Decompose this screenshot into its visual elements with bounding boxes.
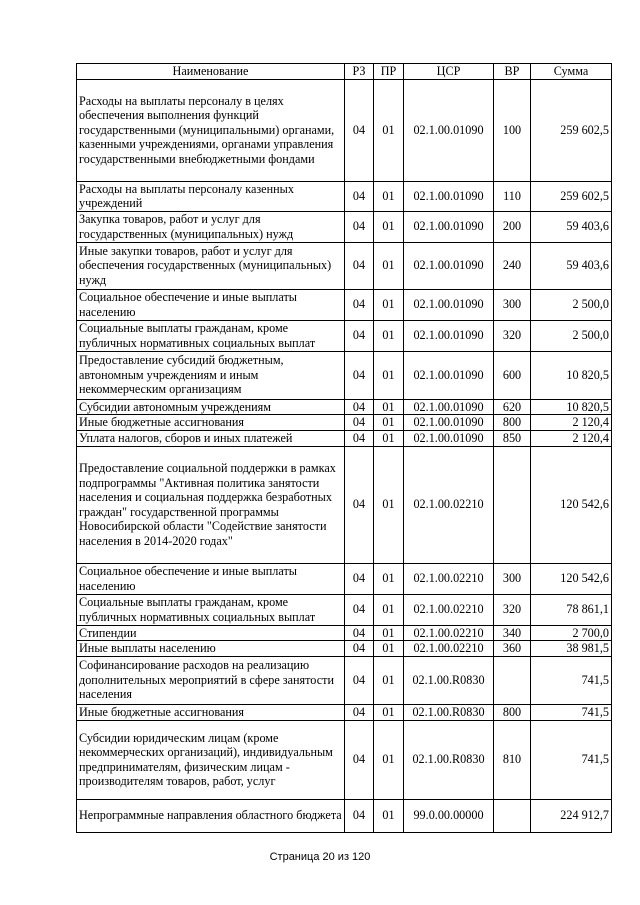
cell-pr: 01	[374, 641, 404, 657]
cell-sum: 78 861,1	[531, 594, 612, 625]
cell-name: Закупка товаров, работ и услуг для государственных (муниципальных) нужд	[77, 211, 345, 242]
cell-name: Уплата налогов, сборов и иных платежей	[77, 430, 345, 446]
cell-csr: 02.1.00.R0830	[404, 720, 494, 799]
cell-vr: 320	[494, 594, 531, 625]
cell-csr: 02.1.00.R0830	[404, 704, 494, 720]
cell-vr: 300	[494, 289, 531, 320]
cell-vr: 320	[494, 320, 531, 351]
cell-vr: 110	[494, 181, 531, 211]
table-row	[77, 211, 612, 242]
table-row	[77, 656, 612, 704]
cell-pr: 01	[374, 351, 404, 399]
cell-name: Иные бюджетные ассигнования	[77, 704, 345, 720]
page-number: Страница 20 из 120	[269, 851, 371, 863]
cell-name: Стипендии	[77, 625, 345, 641]
cell-csr: 02.1.00.01090	[404, 415, 494, 431]
cell-rz: 04	[345, 399, 374, 415]
cell-vr: 850	[494, 430, 531, 446]
cell-pr: 01	[374, 289, 404, 320]
cell-rz: 04	[345, 289, 374, 320]
cell-sum: 741,5	[531, 720, 612, 799]
cell-csr: 02.1.00.01090	[404, 320, 494, 351]
cell-csr: 02.1.00.01090	[404, 289, 494, 320]
cell-pr: 01	[374, 594, 404, 625]
cell-pr: 01	[374, 704, 404, 720]
table-row	[77, 446, 612, 563]
cell-csr: 99.0.00.00000	[404, 799, 494, 832]
cell-sum: 2 120,4	[531, 430, 612, 446]
cell-vr: 200	[494, 211, 531, 242]
cell-sum: 741,5	[531, 656, 612, 704]
cell-pr: 01	[374, 320, 404, 351]
cell-sum: 120 542,6	[531, 446, 612, 563]
cell-pr: 01	[374, 563, 404, 594]
table-row	[77, 320, 612, 351]
table-row	[77, 594, 612, 625]
cell-sum: 2 120,4	[531, 415, 612, 431]
cell-name: Софинансирование расходов на реализацию дополнительных мероприятий в сфере занятости населения	[77, 656, 345, 704]
table-row	[77, 563, 612, 594]
cell-name: Социальное обеспечение и иные выплаты населению	[77, 289, 345, 320]
table-row	[77, 79, 612, 181]
table-row	[77, 625, 612, 641]
cell-rz: 04	[345, 594, 374, 625]
cell-sum: 10 820,5	[531, 351, 612, 399]
cell-name: Предоставление субсидий бюджетным, автономным учреждениям и иным некоммерческим организациям	[77, 351, 345, 399]
cell-pr: 01	[374, 79, 404, 181]
table-row	[77, 641, 612, 657]
cell-name: Расходы на выплаты персоналу казенных учреждений	[77, 181, 345, 211]
cell-csr: 02.1.00.01090	[404, 181, 494, 211]
header-rz: РЗ	[345, 64, 374, 80]
cell-vr	[494, 656, 531, 704]
cell-sum: 10 820,5	[531, 399, 612, 415]
table-row	[77, 720, 612, 799]
cell-vr	[494, 799, 531, 832]
table-row	[77, 430, 612, 446]
cell-pr: 01	[374, 656, 404, 704]
header-vr: ВР	[494, 64, 531, 80]
cell-rz: 04	[345, 415, 374, 431]
cell-csr: 02.1.00.02210	[404, 641, 494, 657]
cell-sum: 259 602,5	[531, 79, 612, 181]
cell-sum: 2 700,0	[531, 625, 612, 641]
cell-pr: 01	[374, 430, 404, 446]
cell-name: Иные выплаты населению	[77, 641, 345, 657]
cell-vr: 300	[494, 563, 531, 594]
cell-csr: 02.1.00.02210	[404, 594, 494, 625]
table-row	[77, 799, 612, 832]
cell-vr: 810	[494, 720, 531, 799]
table-header-row	[77, 64, 612, 80]
cell-vr: 340	[494, 625, 531, 641]
cell-rz: 04	[345, 625, 374, 641]
cell-vr: 600	[494, 351, 531, 399]
cell-csr: 02.1.00.01090	[404, 351, 494, 399]
cell-rz: 04	[345, 351, 374, 399]
cell-rz: 04	[345, 704, 374, 720]
cell-pr: 01	[374, 211, 404, 242]
table-row	[77, 399, 612, 415]
cell-csr: 02.1.00.01090	[404, 79, 494, 181]
cell-pr: 01	[374, 446, 404, 563]
cell-name: Субсидии автономным учреждениям	[77, 399, 345, 415]
cell-pr: 01	[374, 399, 404, 415]
cell-rz: 04	[345, 446, 374, 563]
cell-vr: 100	[494, 79, 531, 181]
cell-sum: 120 542,6	[531, 563, 612, 594]
table-body	[77, 79, 612, 832]
cell-csr: 02.1.00.02210	[404, 563, 494, 594]
cell-vr: 240	[494, 242, 531, 289]
cell-sum: 2 500,0	[531, 320, 612, 351]
cell-name: Социальное обеспечение и иные выплаты населению	[77, 563, 345, 594]
table-row	[77, 289, 612, 320]
cell-csr: 02.1.00.01090	[404, 399, 494, 415]
table-row	[77, 181, 612, 211]
header-pr: ПР	[374, 64, 404, 80]
cell-rz: 04	[345, 563, 374, 594]
cell-vr: 800	[494, 704, 531, 720]
table-row	[77, 242, 612, 289]
header-csr: ЦСР	[404, 64, 494, 80]
cell-rz: 04	[345, 181, 374, 211]
cell-name: Иные закупки товаров, работ и услуг для обеспечения государственных (муниципальных) нужд	[77, 242, 345, 289]
cell-csr: 02.1.00.01090	[404, 430, 494, 446]
cell-pr: 01	[374, 625, 404, 641]
cell-csr: 02.1.00.01090	[404, 242, 494, 289]
cell-vr: 360	[494, 641, 531, 657]
cell-pr: 01	[374, 242, 404, 289]
cell-rz: 04	[345, 720, 374, 799]
cell-sum: 741,5	[531, 704, 612, 720]
cell-vr	[494, 446, 531, 563]
cell-vr: 620	[494, 399, 531, 415]
cell-pr: 01	[374, 415, 404, 431]
cell-sum: 59 403,6	[531, 242, 612, 289]
cell-rz: 04	[345, 320, 374, 351]
cell-pr: 01	[374, 181, 404, 211]
cell-rz: 04	[345, 799, 374, 832]
cell-pr: 01	[374, 720, 404, 799]
cell-name: Субсидии юридическим лицам (кроме некоммерческих организаций), индивидуальным предпринимателям, физическим лицам - производителям товаров, работ, услуг	[77, 720, 345, 799]
cell-name: Непрограммные направления областного бюджета	[77, 799, 345, 832]
cell-csr: 02.1.00.01090	[404, 211, 494, 242]
header-sum: Сумма	[531, 64, 612, 80]
budget-table	[76, 63, 612, 833]
cell-rz: 04	[345, 656, 374, 704]
cell-name: Социальные выплаты гражданам, кроме публичных нормативных социальных выплат	[77, 320, 345, 351]
header-name: Наименование	[77, 64, 345, 80]
cell-name: Социальные выплаты гражданам, кроме публичных нормативных социальных выплат	[77, 594, 345, 625]
cell-name: Иные бюджетные ассигнования	[77, 415, 345, 431]
cell-csr: 02.1.00.02210	[404, 625, 494, 641]
table-row	[77, 704, 612, 720]
cell-rz: 04	[345, 430, 374, 446]
cell-rz: 04	[345, 242, 374, 289]
cell-pr: 01	[374, 799, 404, 832]
cell-name: Расходы на выплаты персоналу в целях обеспечения выполнения функций государственными (муниципальными) органами, казенными учреждениями, органами управления государственными внебюджетными фондами	[77, 79, 345, 181]
cell-name: Предоставление социальной поддержки в рамках подпрограммы "Активная политика занятости населения и социальная поддержка безработных граждан" государственной программы Новосибирской области "Содействие занятости населения в 2014-2020 годах"	[77, 446, 345, 563]
cell-sum: 259 602,5	[531, 181, 612, 211]
cell-vr: 800	[494, 415, 531, 431]
table-row	[77, 415, 612, 431]
cell-csr: 02.1.00.02210	[404, 446, 494, 563]
cell-rz: 04	[345, 79, 374, 181]
cell-sum: 224 912,7	[531, 799, 612, 832]
cell-sum: 59 403,6	[531, 211, 612, 242]
cell-csr: 02.1.00.R0830	[404, 656, 494, 704]
cell-rz: 04	[345, 211, 374, 242]
cell-rz: 04	[345, 641, 374, 657]
table-row	[77, 351, 612, 399]
cell-sum: 38 981,5	[531, 641, 612, 657]
cell-sum: 2 500,0	[531, 289, 612, 320]
